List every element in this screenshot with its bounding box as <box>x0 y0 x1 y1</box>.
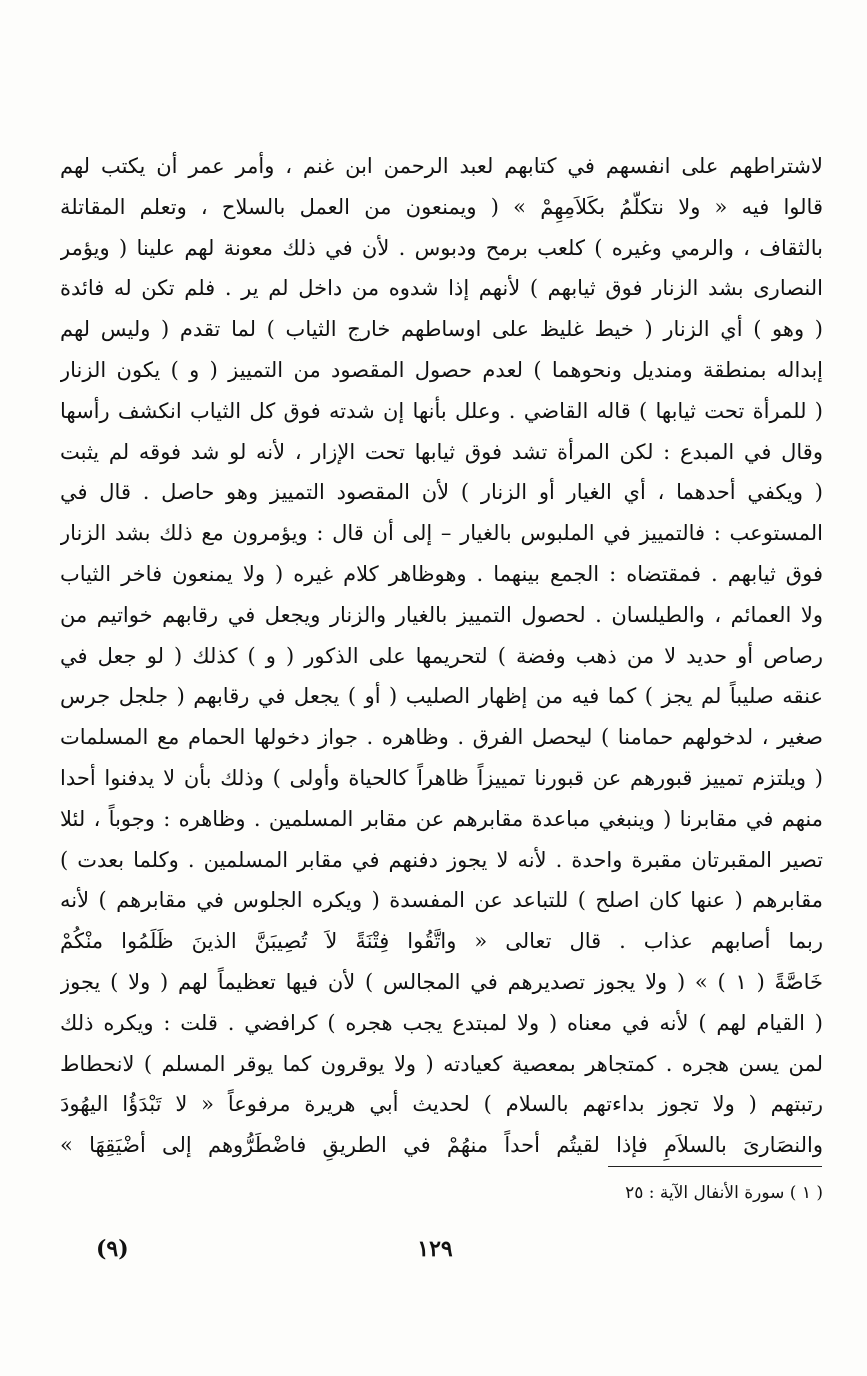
text-line: النصارى بشد الزنار فوق ثيابهم ) لأنهم إذا شدوه من داخل لم ير . فلم تكن له فائدة <box>60 276 823 301</box>
text-line: ربما أصابهم عذاب . قال تعالى « واتَّقُوا فِتْنَةً لاَ تُصِيبَنَّ الذينَ ظَلَمُوا منْكُمْ <box>60 929 823 954</box>
text-line: منهم في مقابرنا ( وينبغي مباعدة مقابرهم عن مقابر المسلمين . وظاهره : وجوباً ، لئلا <box>60 806 823 831</box>
text-line: خَاصَّةً ( ١ ) » ( ولا يجوز تصديرهم في المجالس ) لأن فيها تعظيماً لهم ( ولا ) يجوز <box>60 969 823 994</box>
page-number: ١٢٩ <box>417 1236 453 1262</box>
text-line: تصير المقبرتان مقبرة واحدة . لأنه لا يجوز دفنهم في مقابر المسلمين . وكلما بعدت ) <box>60 847 823 872</box>
text-line: ( ويكفي أحدهما ، أي الغيار أو الزنار ) لأن المقصود التمييز وهو حاصل . قال في <box>60 480 823 505</box>
text-line: ( ويلتزم تمييز قبورهم عن قبورنا تمييزاً ظاهراً كالحياة وأولى ) وذلك بأن لا يدفنوا أحدا <box>60 765 823 790</box>
text-line: المستوعب : فالتمييز في الملبوس بالغيار – إلى أن قال : ويؤمرون مع ذلك بشد الزنار <box>60 521 823 546</box>
text-line: ( القيام لهم ) لأنه في معناه ( ولا لمبتدع يجب هجره ) كرافضي . قلت : ويكره ذلك <box>60 1010 823 1035</box>
main-text-block <box>60 146 823 1166</box>
text-line: لمن يسن هجره . كمتجاهر بمعصية كعيادته ( ولا يوقرون كما يوقر المسلم ) لانحطاط <box>60 1051 823 1076</box>
text-line: لاشتراطهم على انفسهم في كتابهم لعبد الرحمن ابن غنم ، وأمر عمر أن يكتب لهم <box>60 154 823 178</box>
text-line: عنقه صليباً لم يجز ) كما فيه من إظهار الصليب ( أو ) يجعل في رقابهم ( جلجل جرس <box>60 684 823 709</box>
text-line: وقال في المبدع : لكن المرأة تشد فوق ثيابها تحت الإزار ، لأنه لو شد فوقه لم يثبت <box>60 439 823 464</box>
footnote-divider <box>608 1166 822 1167</box>
text-line: ( للمرأة تحت ثيابها ) قاله القاضي . وعلل بأنها إن شدته فوق كل الثياب انكشف رأسها <box>60 398 823 423</box>
text-line: والنصَارىَ بالسلاَمِ فإذا لقيتُم أحداً منهُمْ في الطريقِ فاضْطَرُّوهم إلى أضْيَقِهَا » <box>60 1133 823 1158</box>
text-line: إبداله بمنطقة ومنديل ونحوهما ) لعدم حصول المقصود من التمييز ( و ) يكون الزنار <box>60 357 823 382</box>
signature-mark: (٩) <box>96 1236 129 1262</box>
text-line: صغير ، لدخولهم حمامنا ) ليحصل الفرق . وظاهره . جواز دخولها الحمام مع المسلمات <box>60 725 823 750</box>
text-line: قالوا فيه « ولا نتكلّمُ بكَلاَمِهِمْ » ( ويمنعون من العمل بالسلاح ، وتعلم المقاتلة <box>60 194 823 219</box>
text-line: مقابرهم ( عنها كان اصلح ) للتباعد عن المفسدة ( ويكره الجلوس في مقابرهم ) لأنه <box>60 888 823 913</box>
text-line: رتبتهم ( ولا تجوز بداءتهم بالسلام ) لحديث أبي هريرة مرفوعاً « لا تَبْدَؤُا اليهُودَ <box>60 1092 823 1117</box>
footnote: ( ١ ) سورة الأنفال الآية : ٢٥ <box>625 1183 823 1203</box>
text-line: رصاص أو حديد لا من ذهب وفضة ) لتحريمها على الذكور ( و ) كذلك ( لو جعل في <box>60 643 823 668</box>
text-line: فوق ثيابهم . فمقتضاه : الجمع بينهما . وهوظاهر كلام غيره ( ولا يمنعون فاخر الثياب <box>60 561 823 586</box>
text-line: ( وهو ) أي الزنار ( خيط غليظ على اوساطهم خارج الثياب ) لما تقدم ( وليس لهم <box>60 317 823 342</box>
text-line: ولا العمائم ، والطيلسان . لحصول التمييز بالغيار والزنار ويجعل في رقابهم خواتيم من <box>60 602 823 627</box>
text-line: بالثقاف ، والرمي وغيره ) كلعب برمح ودبوس . لأن في ذلك معونة لهم علينا ( ويؤمر <box>60 235 823 260</box>
